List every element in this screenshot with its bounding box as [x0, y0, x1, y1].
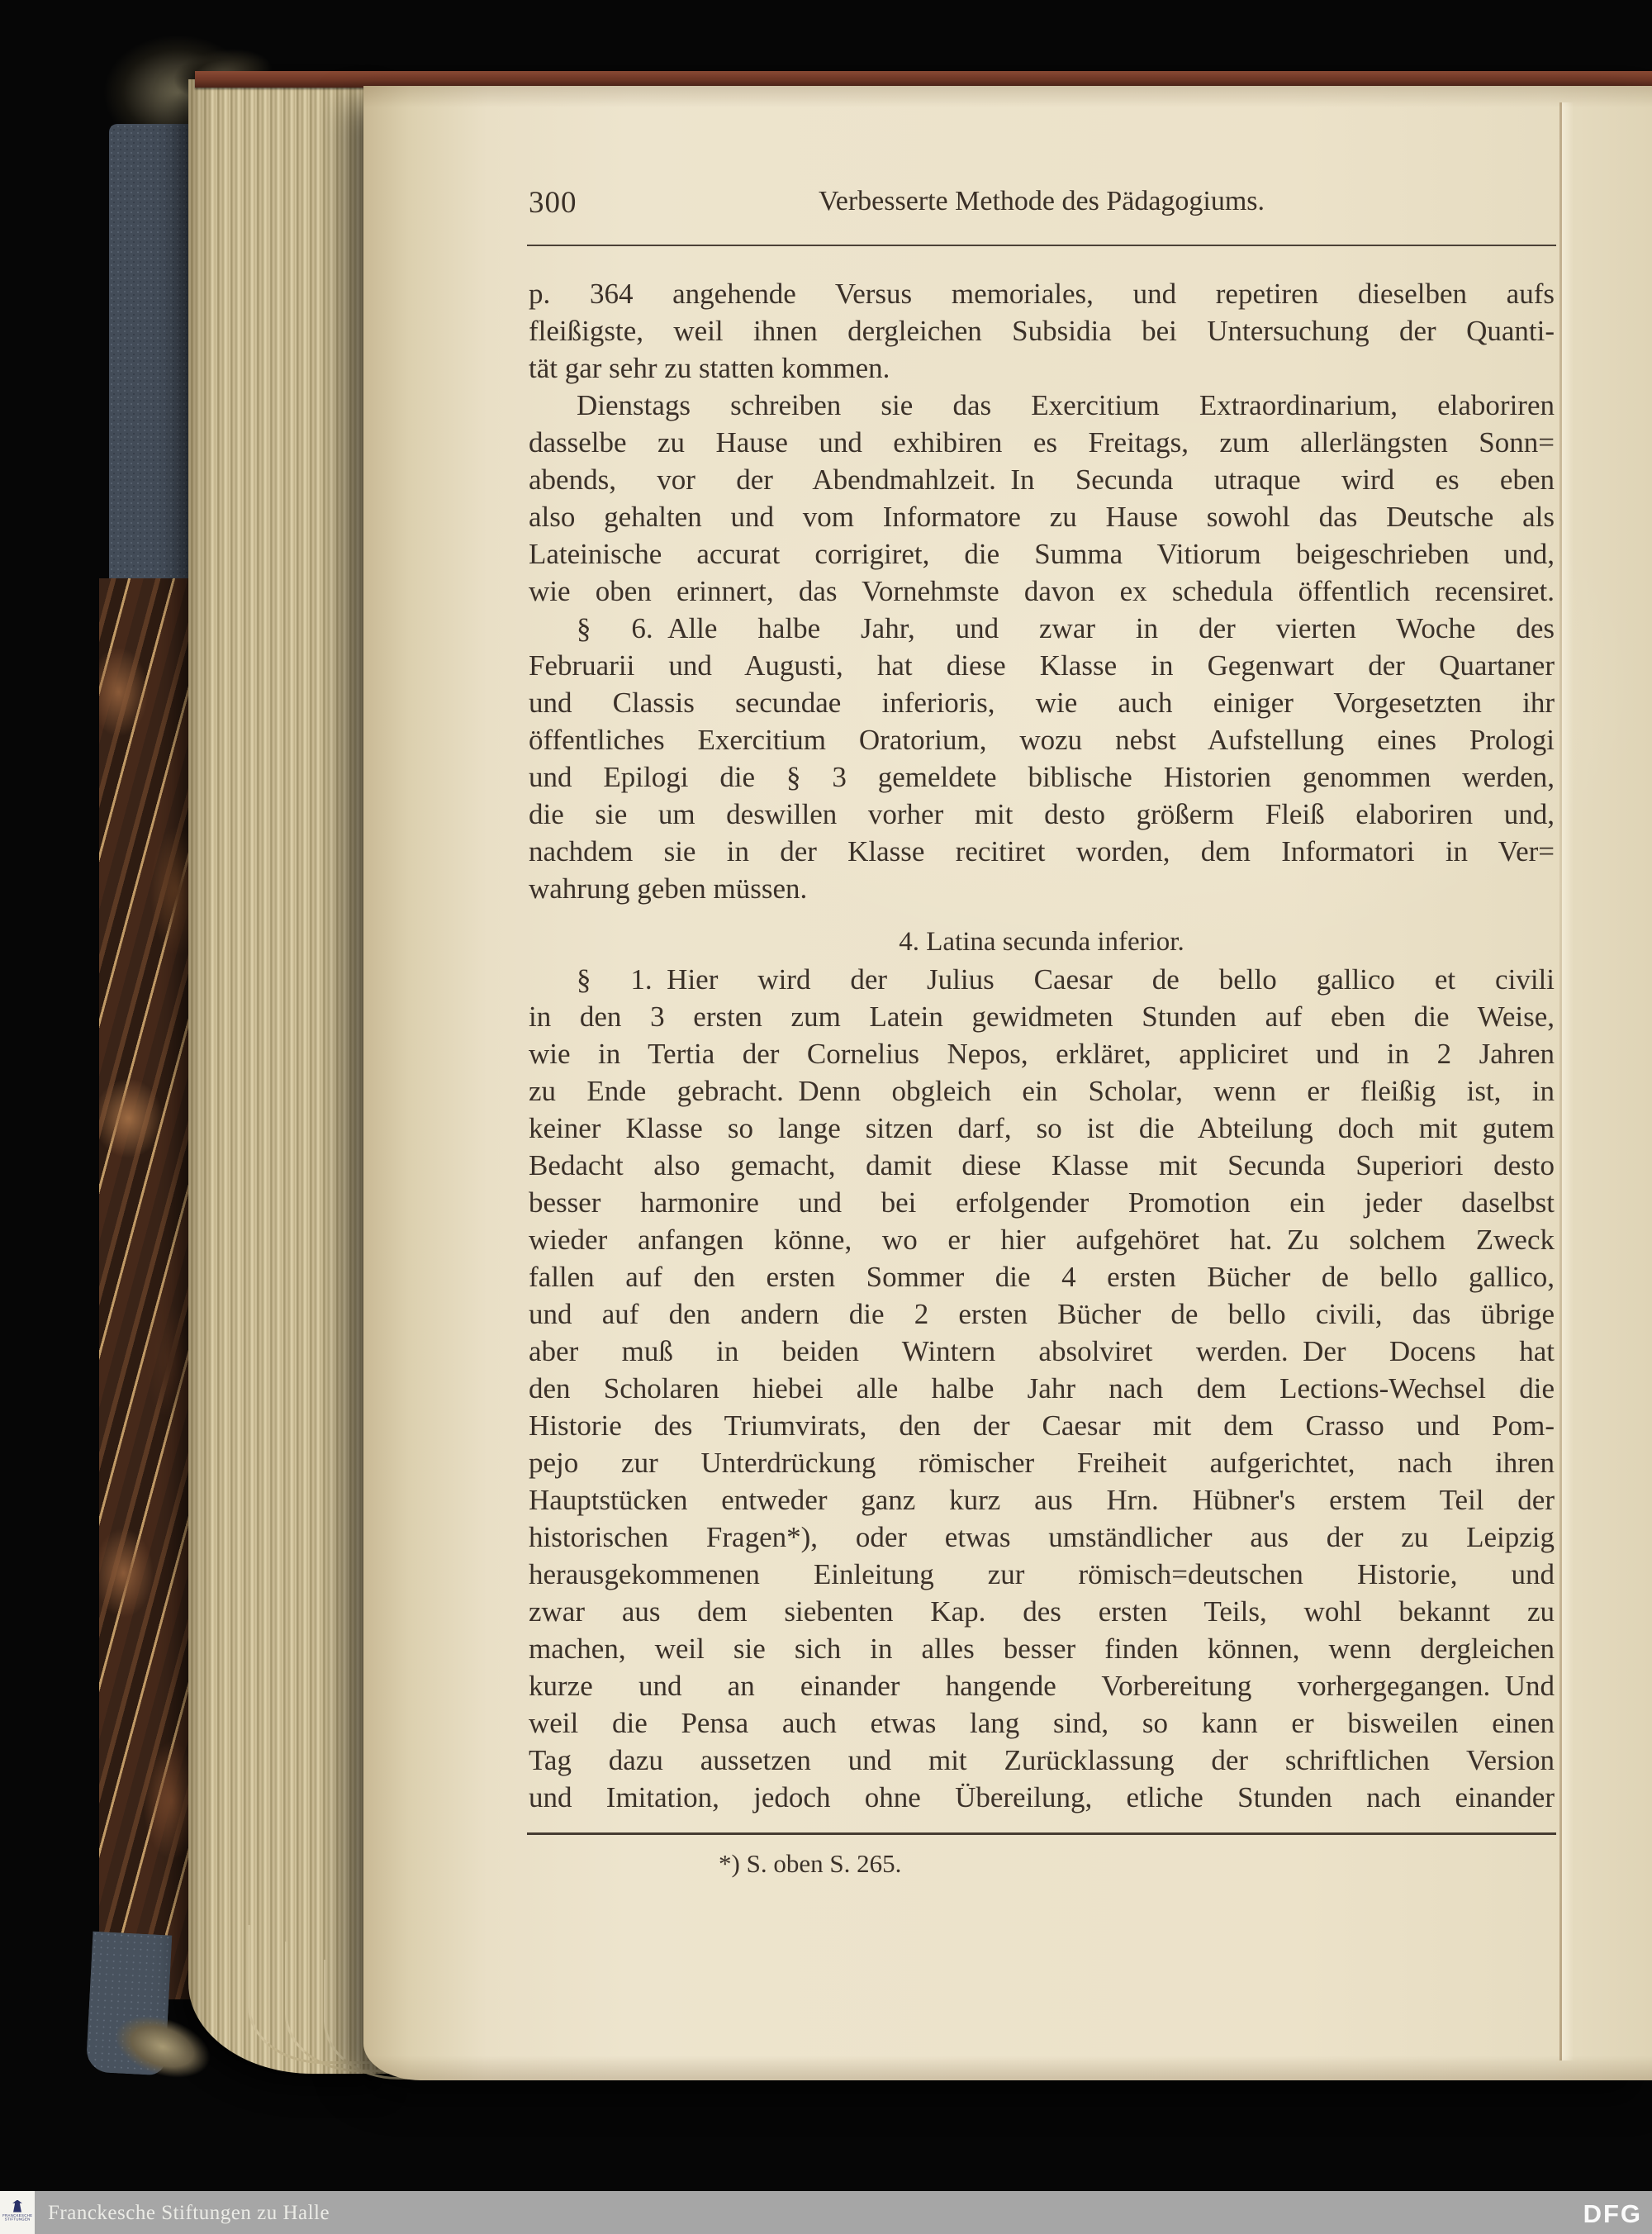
text-line: und auf den andern die 2 ersten Bücher de bello civili, das übrige [529, 1298, 1555, 1330]
text-line: fleißigste, weil ihnen dergleichen Subsidia bei Untersuchung der Quanti- [529, 315, 1555, 347]
text-line: pejo zur Unterdrückung römischer Freiheit aufgerichtet, nach ihren [529, 1447, 1555, 1479]
text-block [529, 275, 1555, 1816]
text-line: herausgekommenen Einleitung zur römisch=deutschen Historie, und [529, 1558, 1555, 1590]
library-emblem-icon [12, 2200, 23, 2213]
text-line: wieder anfangen könne, wo er hier aufgehöret hat. Zu solchem Zweck [529, 1224, 1555, 1256]
text-line: tät gar sehr zu statten kommen. [529, 352, 890, 384]
text-line: p. 364 angehende Versus memoriales, und repetiren dieselben aufs [529, 278, 1555, 310]
text-line: keiner Klasse so lange sitzen darf, so ist die Abteilung doch mit gutem [529, 1112, 1555, 1144]
section-heading: 4. Latina secunda inferior. [899, 927, 1184, 957]
text-line: weil die Pensa auch etwas lang sind, so kann er bisweilen einen [529, 1707, 1555, 1739]
page-edge-stack [188, 79, 388, 2074]
text-line: wie in Tertia der Cornelius Nepos, erkläret, appliciret und in 2 Jahren [529, 1038, 1555, 1070]
page-number: 300 [529, 186, 577, 220]
text-line: die sie um deswillen vorher mit desto größerm Fleiß elaboriren und, [529, 798, 1555, 830]
library-name: Franckesche Stiftungen zu Halle [48, 2202, 330, 2224]
page-top-red-edge [195, 71, 1652, 88]
text-line: Tag dazu aussetzen und mit Zurücklassung der schriftlichen Version [529, 1744, 1555, 1776]
text-line: und Imitation, jedoch ohne Übereilung, etliche Stunden nach einander [529, 1781, 1555, 1813]
text-line: besser harmonire und bei erfolgender Promotion ein jeder daselbst [529, 1186, 1555, 1219]
marbled-cover-edge [99, 578, 197, 1999]
text-line: machen, weil sie sich in alles besser finden können, wenn dergleichen [529, 1633, 1555, 1665]
text-line: Historie des Triumvirats, den der Caesar mit dem Crasso und Pom- [529, 1409, 1555, 1442]
text-line: den Scholaren hiebei alle halbe Jahr nach dem Lections-Wechsel die [529, 1372, 1555, 1405]
library-logo-caption: FRANCKESCHE STIFTUNGEN [2, 2213, 33, 2222]
text-line: historischen Fragen*), oder etwas umständlicher aus der zu Leipzig [529, 1521, 1555, 1553]
dfg-logo: DFG [1583, 2199, 1642, 2228]
text-line: zu Ende gebracht. Denn obgleich ein Scholar, wenn er fleißig ist, in [529, 1075, 1555, 1107]
text-line: dasselbe zu Hause und exhibiren es Freitags, zum allerlängsten Sonn= [529, 426, 1555, 459]
text-line: zwar aus dem siebenten Kap. des ersten Teils, wohl bekannt zu [529, 1595, 1555, 1628]
text-line: wahrung geben müssen. [529, 872, 808, 905]
text-line: nachdem sie in der Klasse recitiret worden, dem Informatori in Ver= [529, 835, 1555, 867]
page-header [529, 185, 1555, 223]
page-crease-highlight [1562, 102, 1574, 2061]
text-line: wie oben erinnert, das Vornehmste davon ex schedula öffentlich recensiret. [529, 575, 1555, 607]
text-line: in den 3 ersten zum Latein gewidmeten Stunden auf eben die Weise, [529, 1001, 1555, 1033]
text-line: kurze und an einander hangende Vorbereitung vorhergegangen. Und [529, 1670, 1555, 1702]
book-page [363, 86, 1652, 2080]
running-title: Verbesserte Methode des Pädagogiums. [818, 186, 1265, 216]
text-line: Dienstags schreiben sie das Exercitium Extraordinarium, elaboriren [577, 389, 1555, 421]
text-line: abends, vor der Abendmahlzeit. In Secunda utraque wird es eben [529, 463, 1555, 496]
header-rule [527, 245, 1556, 246]
text-line: Hauptstücken entweder ganz kurz aus Hrn. Hübner's erstem Teil der [529, 1484, 1555, 1516]
text-line: also gehalten und vom Informatore zu Hause sowohl das Deutsche als [529, 501, 1555, 533]
text-line: und Epilogi die § 3 gemeldete biblische Historien genommen werden, [529, 761, 1555, 793]
library-logo [0, 2191, 35, 2234]
footer-bar [0, 2191, 1652, 2234]
text-line: Februarii und Augusti, hat diese Klasse in Gegenwart der Quartaner [529, 649, 1555, 682]
text-line: öffentliches Exercitium Oratorium, wozu nebst Aufstellung eines Prologi [529, 724, 1555, 756]
text-line: und Classis secundae inferioris, wie auch einiger Vorgesetzten ihr [529, 687, 1555, 719]
text-line: Lateinische accurat corrigiret, die Summa Vitiorum beigeschrieben und, [529, 538, 1555, 570]
book-spine-cloth [109, 124, 197, 620]
text-line: § 1. Hier wird der Julius Caesar de bello gallico et civili [577, 963, 1555, 996]
text-line: § 6. Alle halbe Jahr, und zwar in der vierten Woche des [577, 612, 1555, 644]
footnote-rule [527, 1832, 1556, 1835]
footnote-text: *) S. oben S. 265. [719, 1849, 902, 1878]
text-line: Bedacht also gemacht, damit diese Klasse mit Secunda Superiori desto [529, 1149, 1555, 1181]
text-line: aber muß in beiden Wintern absolviret werden. Der Docens hat [529, 1335, 1555, 1367]
text-line: fallen auf den ersten Sommer die 4 ersten Bücher de bello gallico, [529, 1261, 1555, 1293]
